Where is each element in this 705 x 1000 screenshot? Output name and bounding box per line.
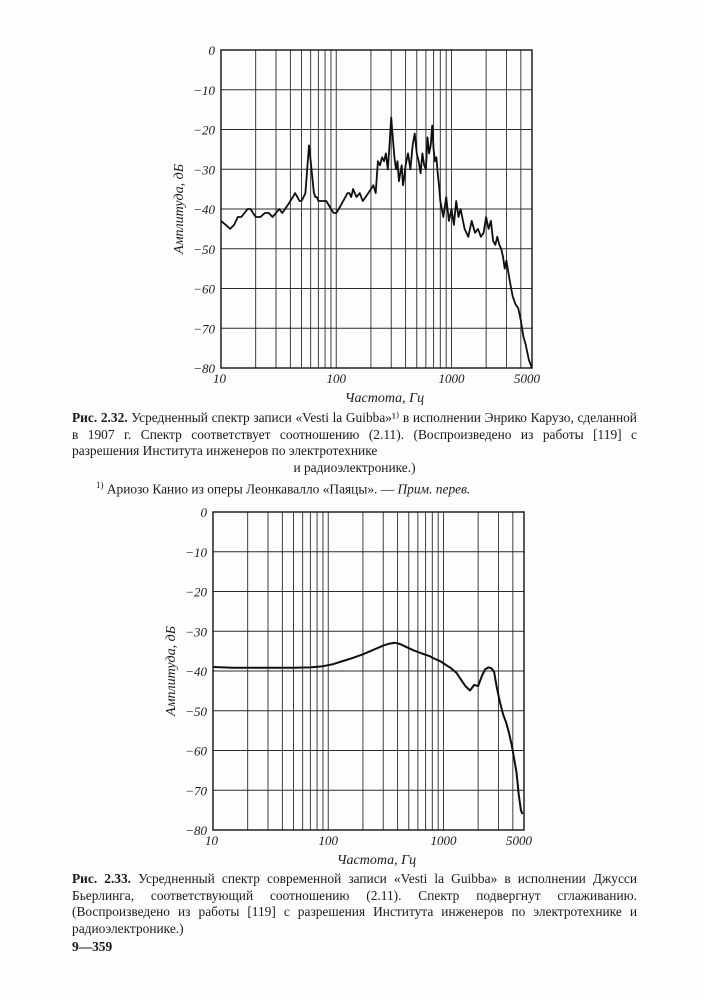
y-tick-label: −10 (185, 544, 207, 560)
y-axis-label: Амплитуда, дБ (164, 626, 179, 716)
footnote-note: Прим. перев. (397, 481, 471, 497)
data-series-line (221, 118, 532, 368)
chart-figure-2-32 (0, 0, 705, 406)
x-tick-label: 10 (205, 833, 218, 848)
caption-figure-2-32 (72, 410, 637, 476)
x-tick-label: 100 (318, 833, 338, 848)
x-tick-label: 1000 (438, 371, 465, 386)
y-tick-label: 0 (208, 43, 215, 58)
chart-figure-2-33 (0, 500, 705, 870)
y-tick-label: −10 (193, 82, 215, 98)
caption-text-end: и радиоэлектронике.) (293, 459, 416, 475)
y-tick-label: 0 (200, 505, 207, 520)
y-axis-label: Амплитуда, дБ (172, 164, 187, 254)
y-tick-label: −60 (193, 281, 215, 297)
y-tick-label: −70 (185, 783, 207, 799)
footnote-marker: 1) (96, 480, 104, 490)
y-tick-label: −80 (185, 823, 207, 838)
y-tick-label: −50 (193, 241, 215, 257)
caption-label: Рис. 2.32. (72, 410, 128, 425)
x-tick-label: 100 (326, 371, 346, 386)
y-tick-label: −30 (185, 624, 207, 640)
caption-figure-2-33 (72, 871, 637, 937)
x-tick-label: 10 (213, 371, 226, 386)
y-tick-label: −60 (185, 743, 207, 759)
page-number: 9—359 (72, 939, 113, 954)
x-tick-label: 1000 (430, 833, 457, 848)
x-axis-label: Частота, Гц (344, 391, 425, 406)
footnote (96, 480, 470, 497)
caption-text: Усредненный спектр записи «Vesti la Guibba»¹⁾ в исполнении Энрико Карузо, сделанной в 1907 г. Спектр соответствует соотношению (2.11). (Воспроизведено из работы [119] с разрешения Института инженеров по электротехнике (72, 410, 637, 458)
y-tick-label: −40 (185, 664, 207, 679)
caption-label: Рис. 2.33. (72, 871, 132, 886)
y-tick-label: −50 (185, 703, 207, 719)
data-series-line (213, 643, 523, 814)
y-tick-label: −30 (193, 162, 215, 178)
y-tick-label: −80 (193, 361, 215, 376)
y-tick-label: −70 (193, 321, 215, 337)
footnote-text: Ариозо Канио из оперы Леонкавалло «Паяцы». — (106, 481, 395, 497)
y-tick-label: −20 (193, 122, 215, 138)
x-axis-label: Частота, Гц (336, 853, 417, 868)
caption-text: Усредненный спектр современной записи «Vesti la Guibba» в исполнении Джусси Бьерлинга, соответствующий соотношению (2.11). Спектр подвергнут сглаживанию. (Воспроизведено из работы [119] с разрешения Института инженеров по электротехнике и радиоэлектронике.) (72, 871, 638, 936)
y-tick-label: −20 (185, 584, 207, 600)
x-tick-label: 5000 (506, 833, 532, 848)
y-tick-label: −40 (193, 202, 215, 217)
x-tick-label: 5000 (514, 371, 540, 386)
